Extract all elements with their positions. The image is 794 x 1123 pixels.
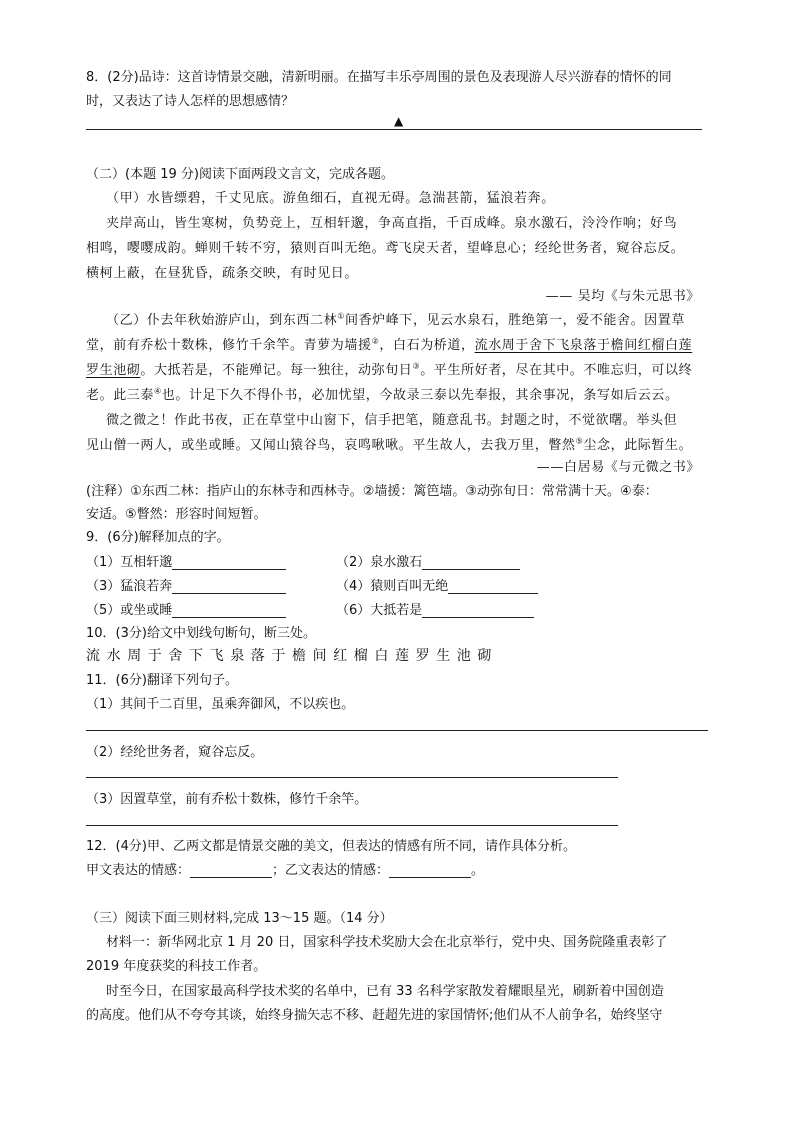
- material1-line2: 2019 年度获奖的科技工作者。: [86, 959, 267, 974]
- answer-marker: ▲: [394, 114, 404, 128]
- answer-blank[interactable]: [172, 603, 286, 618]
- answer-line-q8: [86, 129, 702, 130]
- notes-line1: (注释）①东西二林：指庐山的东林寺和西林寺。②墙援：篱笆墙。③动弥旬日：常常满十天。④泰：: [86, 484, 658, 499]
- material1-line1: 材料一：新华网北京 1 月 20 日，国家科学技术奖励大会在北京举行，党中央、国务院隆重表彰了: [106, 935, 668, 950]
- answer-blank[interactable]: [422, 603, 534, 618]
- underlined-sentence-part1: 流水周于舍下飞泉落于檐间红榴白莲: [474, 338, 693, 353]
- yi-line4: 老。此三泰④也。计足下久不得仆书，必加忧望，今故录三泰以先奉报，其余事况，条写如后云云。: [86, 386, 679, 403]
- answer-blank[interactable]: [172, 579, 286, 594]
- q9-item-6: （6）大抵若是: [336, 599, 534, 618]
- material1-line4: 的高度。他们从不夸夸其谈，始终身揣矢志不移、赶超先进的家国情怀;他们从不人前争名，始终坚守: [86, 1008, 663, 1023]
- q8-line1: 8．(2分)品诗：这首诗情景交融，清新明丽。在描写丰乐亭周围的景色及表现游人尽兴游春的情怀的同: [86, 70, 672, 85]
- jia-line3: 相鸣，嘤嘤成韵。蝉则千转不穷，猿则百叫无绝。鸢飞戾天者，望峰息心；经纶世务者，窥谷忘反。: [86, 241, 685, 256]
- q12-answer-row: 甲文表达的情感： ；乙文表达的情感： 。: [86, 863, 485, 878]
- yi-line1: （乙）仆去年秋始游庐山，到东西二林①间香炉峰下，见云水泉石，胜绝第一，爱不能舍。因置草: [106, 311, 685, 328]
- q9-stem: 9．(6分)解释加点的字。: [86, 530, 230, 545]
- section3-heading: （三）阅读下面三则材料,完成 13～15 题。（14 分）: [86, 911, 393, 926]
- yi-line2: 堂，前有乔松十数株，修竹千余竿。青萝为墙援②，白石为桥道，流水周于舍下飞泉落于檐间红榴白莲: [86, 336, 693, 353]
- underlined-sentence-part2: 罗生池砌: [86, 363, 141, 378]
- answer-blank[interactable]: [448, 579, 538, 594]
- q8-line2: 时，又表达了诗人怎样的思想感情？: [86, 94, 295, 109]
- yi-line3: 罗生池砌。大抵若是，不能殚记。每一独往，动弥旬日③。平生所好者，尽在其中。不唯忘归，可以终: [86, 361, 693, 378]
- jia-source: —— 吴均《与朱元思书》: [545, 289, 700, 304]
- q9-item-1: （1）互相轩邈: [86, 551, 286, 570]
- answer-line-q11-2[interactable]: [86, 777, 618, 778]
- q11-sentence-1: （1）其间千二百里，虽乘奔御风，不以疾也。: [86, 697, 355, 712]
- q11-sentence-2: （2）经纶世务者，窥谷忘反。: [86, 745, 264, 760]
- yi-line6: 见山僧一两人，或坐或睡。又闻山猿谷鸟，哀鸣啾啾。平生故人，去我万里，瞥然⑤尘念，此际暂生。: [86, 436, 693, 453]
- yi-line5: 微之微之！作此书夜，正在草堂中山窗下，信手把笔，随意乱书。封题之时，不觉欲曙。举头但: [106, 413, 678, 428]
- answer-line-q11-3[interactable]: [86, 825, 618, 826]
- q9-item-2: （2）泉水激石: [336, 551, 520, 570]
- answer-line-q11-1[interactable]: [86, 730, 708, 731]
- section2-heading: （二）(本题 19 分)阅读下面两段文言文，完成各题。: [86, 167, 394, 182]
- q11-stem: 11．(6分)翻译下列句子。: [86, 673, 238, 688]
- q9-item-3: （3）猛浪若奔: [86, 575, 286, 594]
- jia-line1: （甲）水皆缥碧，千丈见底。游鱼细石，直视无碍。急湍甚箭，猛浪若奔。: [106, 191, 555, 206]
- jia-line4: 横柯上蔽，在昼犹昏，疏条交映，有时见日。: [86, 266, 359, 281]
- answer-blank[interactable]: [422, 555, 520, 570]
- q9-item-5: （5）或坐或睡: [86, 599, 286, 618]
- q10-sentence: 流水周于舍下飞泉落于檐间红榴白莲罗生池砌: [86, 648, 498, 664]
- notes-line2: 安适。⑤瞥然：形容时间短暂。: [86, 507, 267, 522]
- q9-item-4: （4）猿则百叫无绝: [336, 575, 538, 594]
- jia-line2: 夹岸高山，皆生寒树，负势竞上，互相轩邈，争高直指，千百成峰。泉水激石，泠泠作响；好鸟: [106, 216, 678, 231]
- yi-source: ——白居易《与元微之书》: [536, 460, 700, 475]
- q12-stem: 12．(4分)甲、乙两文都是情景交融的美文，但表达的情感有所不同，请作具体分析。: [86, 839, 576, 854]
- answer-blank[interactable]: [172, 555, 286, 570]
- q11-sentence-3: （3）因置草堂，前有乔松十数株，修竹千余竿。: [86, 792, 368, 807]
- material1-line3: 时至今日，在国家最高科学技术奖的名单中，已有 33 名科学家散发着耀眼星光，刷新着中国创造: [106, 984, 664, 999]
- q10-stem: 10．(3分)给文中划线句断句，断三处。: [86, 626, 316, 641]
- answer-blank[interactable]: [389, 863, 471, 878]
- answer-blank[interactable]: [190, 863, 272, 878]
